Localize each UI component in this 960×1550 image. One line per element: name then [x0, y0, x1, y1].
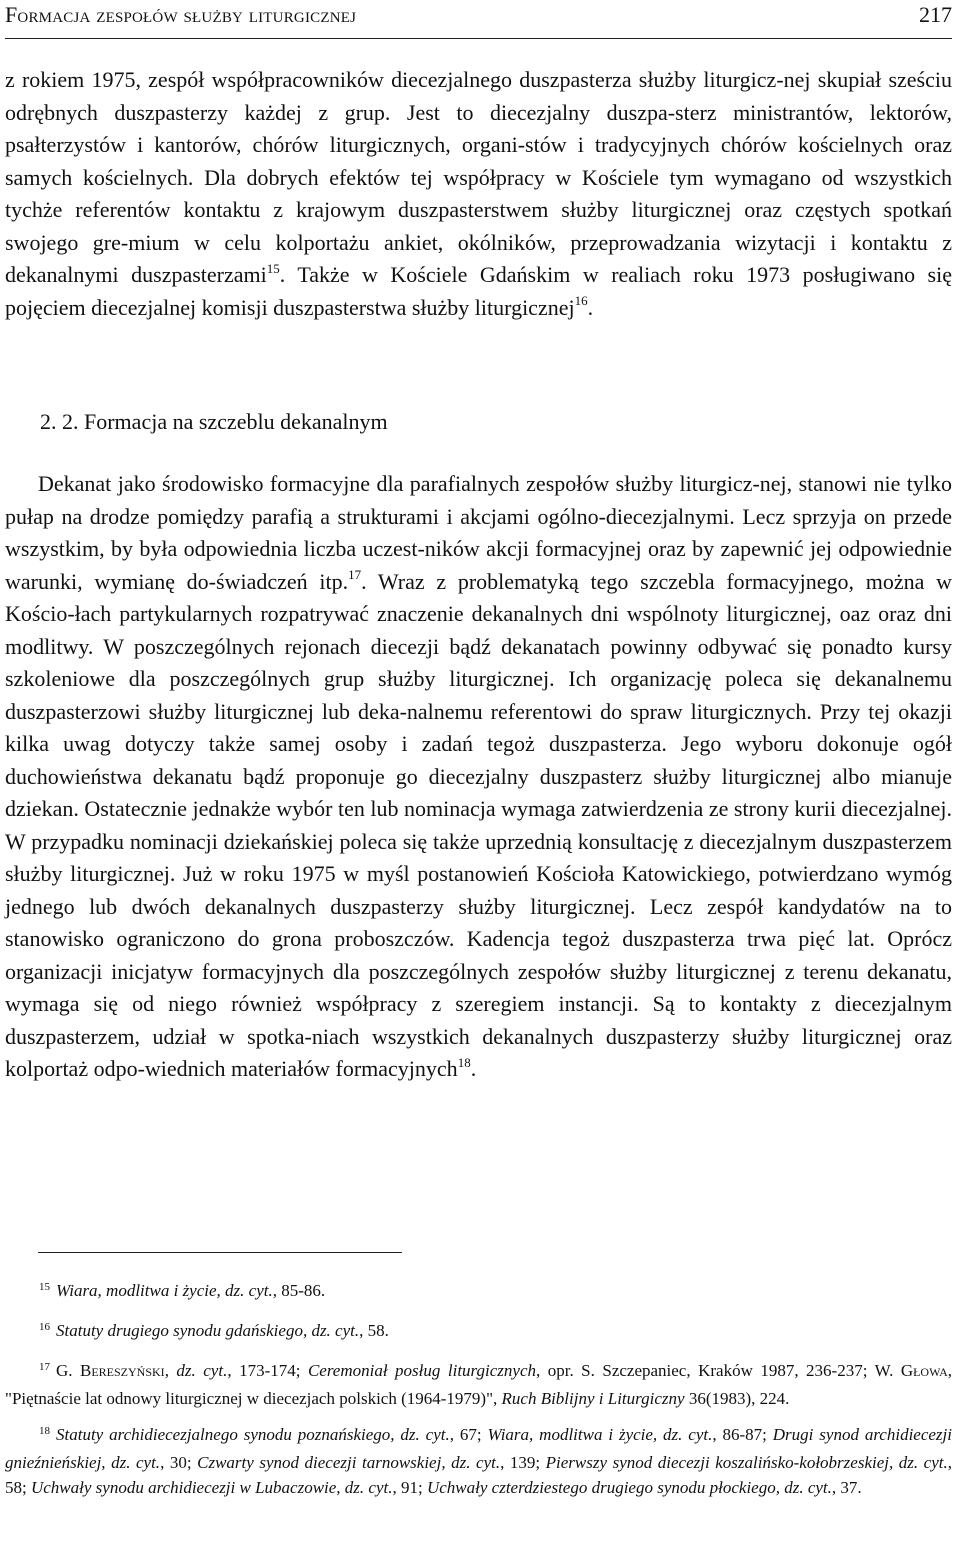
footnote-text: , 139; [500, 1453, 546, 1472]
paragraph-2 [5, 468, 952, 1086]
footnote-text: Czwarty synod diecezji tarnowskiej, dz. cyt. [197, 1453, 501, 1472]
footnote-number: 18 [39, 1425, 50, 1437]
footnote-text: , "Piętnaście lat odnowy liturgicznej w diecezjach polskich (1964-1979)", [5, 1361, 953, 1408]
footnote-author: Głowa [900, 1361, 948, 1380]
footnote-text: Uchwały synodu archidiecezji w Lubaczowie, dz. cyt. [30, 1478, 393, 1497]
footnote-text: Ruch Biblijny i Liturgiczny [501, 1389, 685, 1408]
footnote-16 [5, 1318, 952, 1346]
footnote-number: 15 [39, 1281, 50, 1293]
footnote-number: 16 [39, 1321, 50, 1333]
footnote-text: , opr. S. Szczepaniec, Kraków 1987, 236-237; W. [536, 1361, 901, 1380]
footnote-text: , 173-174; [227, 1361, 308, 1380]
footnote-text: , 58; [5, 1453, 952, 1497]
footnote-text: 36(1983), 224. [684, 1389, 790, 1408]
paragraph-2-text-b: . Wraz z problematyką tego szczebla formacyjnego, można w Kościo-łach partykularnych rozpatrywać znaczenie dekanalnych dni wspólnoty liturgicznej, oaz oraz dni modlitwy. W poszczególnych rejonach diecezji bądź dekanatach powinny odbywać się ponadto kursy szkoleniowe dla poszczególnych grup służby liturgicznej. Ich organizację poleca się dekanalnemu duszpasterzowi służby liturgicznej lub deka-nalnemu referentowi do spraw liturgicznych. Przy tej okazji kilka uwag dotyczy także samej osoby i zadań tegoż duszpasterza. Jego wyboru dokonuje ogół duchowieństwa dekanatu bądź proponuje go diecezjalny duszpasterz służby liturgicznej albo mianuje dziekan. Ostatecznie jednakże wybór ten lub nominacja wymaga zatwierdzenia ze strony kurii diecezjalnej. W przypadku nominacji dziekańskiej poleca się także uprzednią konsultację z diecezjalnym duszpasterzem służby liturgicznej. Już w roku 1975 w myśl postanowień Kościoła Katowickiego, potwierdzano wymóg jednego lub dwóch dekanalnych duszpasterzy służby liturgicznej. Lecz zespół kandydatów na to stanowisko ograniczono do grona proboszczów. Kadencja tegoż duszpasterza trwa pięć lat. Oprócz organizacji inicjatyw formacyjnych dla poszczególnych zespołów służby liturgicznej z terenu dekanatu, wymaga się od niego również współpracy z szeregiem instancji. Są to kontakty z diecezjalnym duszpasterzem, udział w spotka-niach wszystkich dekanalnych duszpasterzy służby liturgicznej oraz kolportaż odpo-wiednich materiałów formacyjnych [5, 568, 952, 1081]
footnote-15 [5, 1278, 952, 1306]
footnote-text: , 37. [831, 1478, 862, 1497]
page-number: 217 [919, 2, 952, 27]
footnote-ref-16[interactable]: 16 [574, 293, 588, 309]
section-heading: 2. 2. Formacja na szczeblu dekanalnym [40, 409, 388, 434]
paragraph-2-text-c: . [470, 1056, 477, 1081]
footnote-divider [38, 1252, 402, 1253]
footnote-text: , [164, 1361, 177, 1380]
footnote-ref-17[interactable]: 17 [348, 567, 362, 583]
footnote-text: , 85-86. [272, 1281, 326, 1300]
footnote-text: Statuty archidiecezjalnego synodu poznańskiego, dz. cyt. [56, 1425, 450, 1444]
footnote-text: dz. cyt. [176, 1361, 228, 1380]
footnote-17 [5, 1358, 952, 1411]
paragraph-1-text-a: z rokiem 1975, zespół współpracowników diecezjalnego duszpasterza służby liturgicz-nej skupiał sześciu odrębnych duszpasterzy każdej z grup. Jest to diecezjalny duszpa-sterz ministrantów, lektorów, psałterzystów i kantorów, chórów liturgicznych, organi-stów i tradycyjnych chórów kościelnych oraz samych kościelnych. Dla dobrych efektów tej współpracy w Kościele tym wymagano od wszystkich tychże referentów kontaktu z krajowym duszpasterstwem służby liturgicznej oraz częstych spotkań swojego gre-mium w celu kolportażu ankiet, okólników, przeprowadzania wizytacji i kontaktu z dekanalnymi duszpasterzami [5, 67, 952, 287]
footnote-text: Statuty drugiego synodu gdańskiego, dz. cyt. [56, 1321, 360, 1340]
footnote-text: , 58. [359, 1321, 389, 1340]
footnote-text: Drugi synod archidiecezji gnieźnieńskiej, dz. cyt. [5, 1425, 952, 1472]
footnote-text: Pierwszy synod diecezji koszalińsko-kołobrzeskiej, dz. cyt. [545, 1453, 948, 1472]
running-header [5, 0, 952, 39]
footnote-ref-15[interactable]: 15 [266, 260, 280, 276]
paragraph-1-text-c: . [587, 294, 594, 320]
paragraph-1 [5, 64, 952, 324]
paragraph-2-text-a: Dekanat jako środowisko formacyjne dla parafialnych zespołów służby liturgicz-nej, stanowi nie tylko pułap na drodze pomiędzy parafią a strukturami i akcjami ogólno-diecezjalnymi. Lecz sprzyja on przede wszystkim, by była odpowiednia liczba uczest-ników akcji formacyjnej oraz by zapewnić jej odpowiednie warunki, wymianę do-świadczeń itp. [5, 471, 952, 594]
footnote-text: Uchwały czterdziestego drugiego synodu płockiego, dz. cyt. [426, 1478, 832, 1497]
footnote-text: , 67; [449, 1425, 488, 1444]
footnote-text: , 30; [160, 1453, 198, 1472]
footnote-number: 17 [39, 1361, 50, 1373]
footnotes [5, 1278, 952, 1512]
footnote-text: Wiara, modlitwa i życie, dz. cyt. [56, 1281, 273, 1300]
footnote-text: , 91; [392, 1478, 427, 1497]
footnote-text: Ceremoniał posług liturgicznych [307, 1361, 536, 1380]
paragraph-1-text-b: . Także w Kościele Gdańskim w realiach roku 1973 posługiwano się pojęciem diecezjalnej komisji duszpasterstwa służby liturgicznej [5, 262, 953, 320]
footnote-18 [5, 1422, 952, 1500]
footnote-text: , 86-87; [712, 1425, 773, 1444]
running-title: Formacja zespołów służby liturgicznej [5, 2, 357, 27]
footnote-ref-18[interactable]: 18 [457, 1054, 471, 1070]
footnote-text: Wiara, modlitwa i życie, dz. cyt. [487, 1425, 713, 1444]
footnote-author: G. Bereszyński [56, 1361, 165, 1380]
